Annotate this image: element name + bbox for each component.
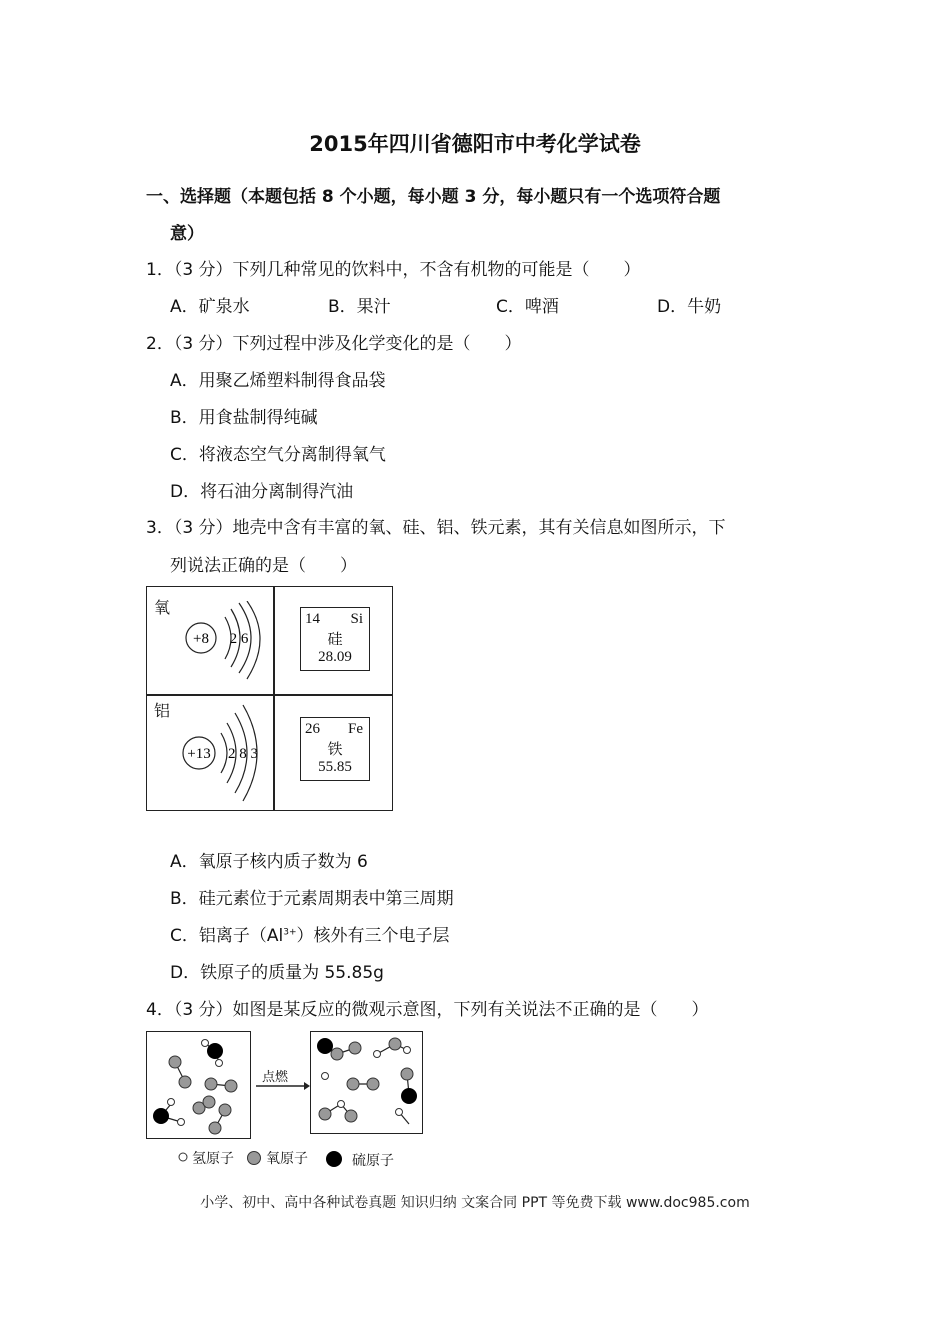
question-1-option-c: C．啤酒 (496, 297, 559, 317)
aluminum-nucleus: +13 (187, 746, 211, 762)
iron-atomic-number: 26 (305, 721, 320, 737)
question-2-option-c: C．将液态空气分离制得氧气 (170, 445, 386, 465)
aluminum-atom-diagram (181, 699, 273, 807)
page-footer: 小学、初中、高中各种试卷真题 知识归纳 文案合同 PPT 等免费下载 www.doc985.com (200, 1195, 750, 1211)
oxygen-atom-icon (246, 1150, 262, 1166)
question-2-stem: 2．（3 分）下列过程中涉及化学变化的是（ ） (146, 334, 522, 354)
iron-element-card (300, 717, 370, 781)
oxygen-atom-diagram (181, 601, 273, 683)
silicon-symbol: Si (350, 611, 363, 627)
oxygen-label: 氧 (154, 598, 171, 617)
aluminum-label: 铝 (154, 701, 171, 720)
question-4-stem: 4．（3 分）如图是某反应的微观示意图，下列有关说法不正确的是（ ） (146, 1000, 709, 1020)
question-2-option-d: D．将石油分离制得汽油 (170, 482, 354, 502)
silicon-atomic-number: 14 (305, 611, 320, 627)
question-3-option-d: D．铁原子的质量为 55.85g (170, 963, 384, 983)
hydrogen-atom-icon (176, 1150, 190, 1164)
silicon-atomic-mass: 28.09 (318, 649, 352, 665)
oxygen-shells: 2 6 (229, 631, 249, 647)
question-2-option-a: A．用聚乙烯塑料制得食品袋 (170, 371, 386, 391)
reactants-box (146, 1031, 251, 1139)
oxygen-nucleus: +8 (193, 631, 209, 647)
question-1-option-d: D．牛奶 (657, 297, 722, 317)
iron-atomic-mass: 55.85 (318, 759, 352, 775)
question-1-stem: 1．（3 分）下列几种常见的饮料中，不含有机物的可能是（ ） (146, 260, 641, 280)
question-3-stem: 3．（3 分）地壳中含有丰富的氧、硅、铝、铁元素，其有关信息如图所示，下 (146, 518, 726, 538)
section-heading-cont: 意） (170, 224, 204, 244)
legend-hydrogen: 氢原子 (192, 1151, 234, 1167)
question-2-option-b: B．用食盐制得纯碱 (170, 408, 318, 428)
sulfur-atom-icon (325, 1150, 343, 1168)
iron-symbol: Fe (348, 721, 363, 737)
section-heading: 一、选择题（本题包括 8 个小题，每小题 3 分，每小题只有一个选项符合题 (146, 187, 721, 207)
iron-name: 铁 (327, 740, 343, 758)
page-title: 2015年四川省德阳市中考化学试卷 (309, 132, 641, 156)
question-3-option-c: C．铝离子$(Al^{3+})$核外有三个电子层 (170, 926, 450, 946)
grid-divider (147, 694, 392, 696)
product-molecules (311, 1032, 421, 1132)
question-3-option-b: B．硅元素位于元素周期表中第三周期 (170, 889, 454, 909)
question-3-stem-cont: 列说法正确的是（ ） (170, 556, 357, 576)
silicon-name: 硅 (327, 630, 343, 648)
element-info-figure (146, 586, 393, 811)
legend-oxygen: 氧原子 (266, 1151, 308, 1167)
question-1-option-a: A．矿泉水 (170, 297, 250, 317)
question-3-option-a: A．氧原子核内质子数为 6 (170, 852, 368, 872)
question-1-option-b: B．果汁 (328, 297, 391, 317)
grid-divider (273, 587, 275, 810)
reaction-condition-label: 点燃 (262, 1070, 289, 1085)
silicon-element-card (300, 607, 370, 671)
reactant-molecules (147, 1032, 249, 1137)
products-box (310, 1031, 423, 1134)
legend-sulfur: 硫原子 (352, 1153, 394, 1169)
aluminum-shells: 2 8 3 (228, 746, 258, 762)
